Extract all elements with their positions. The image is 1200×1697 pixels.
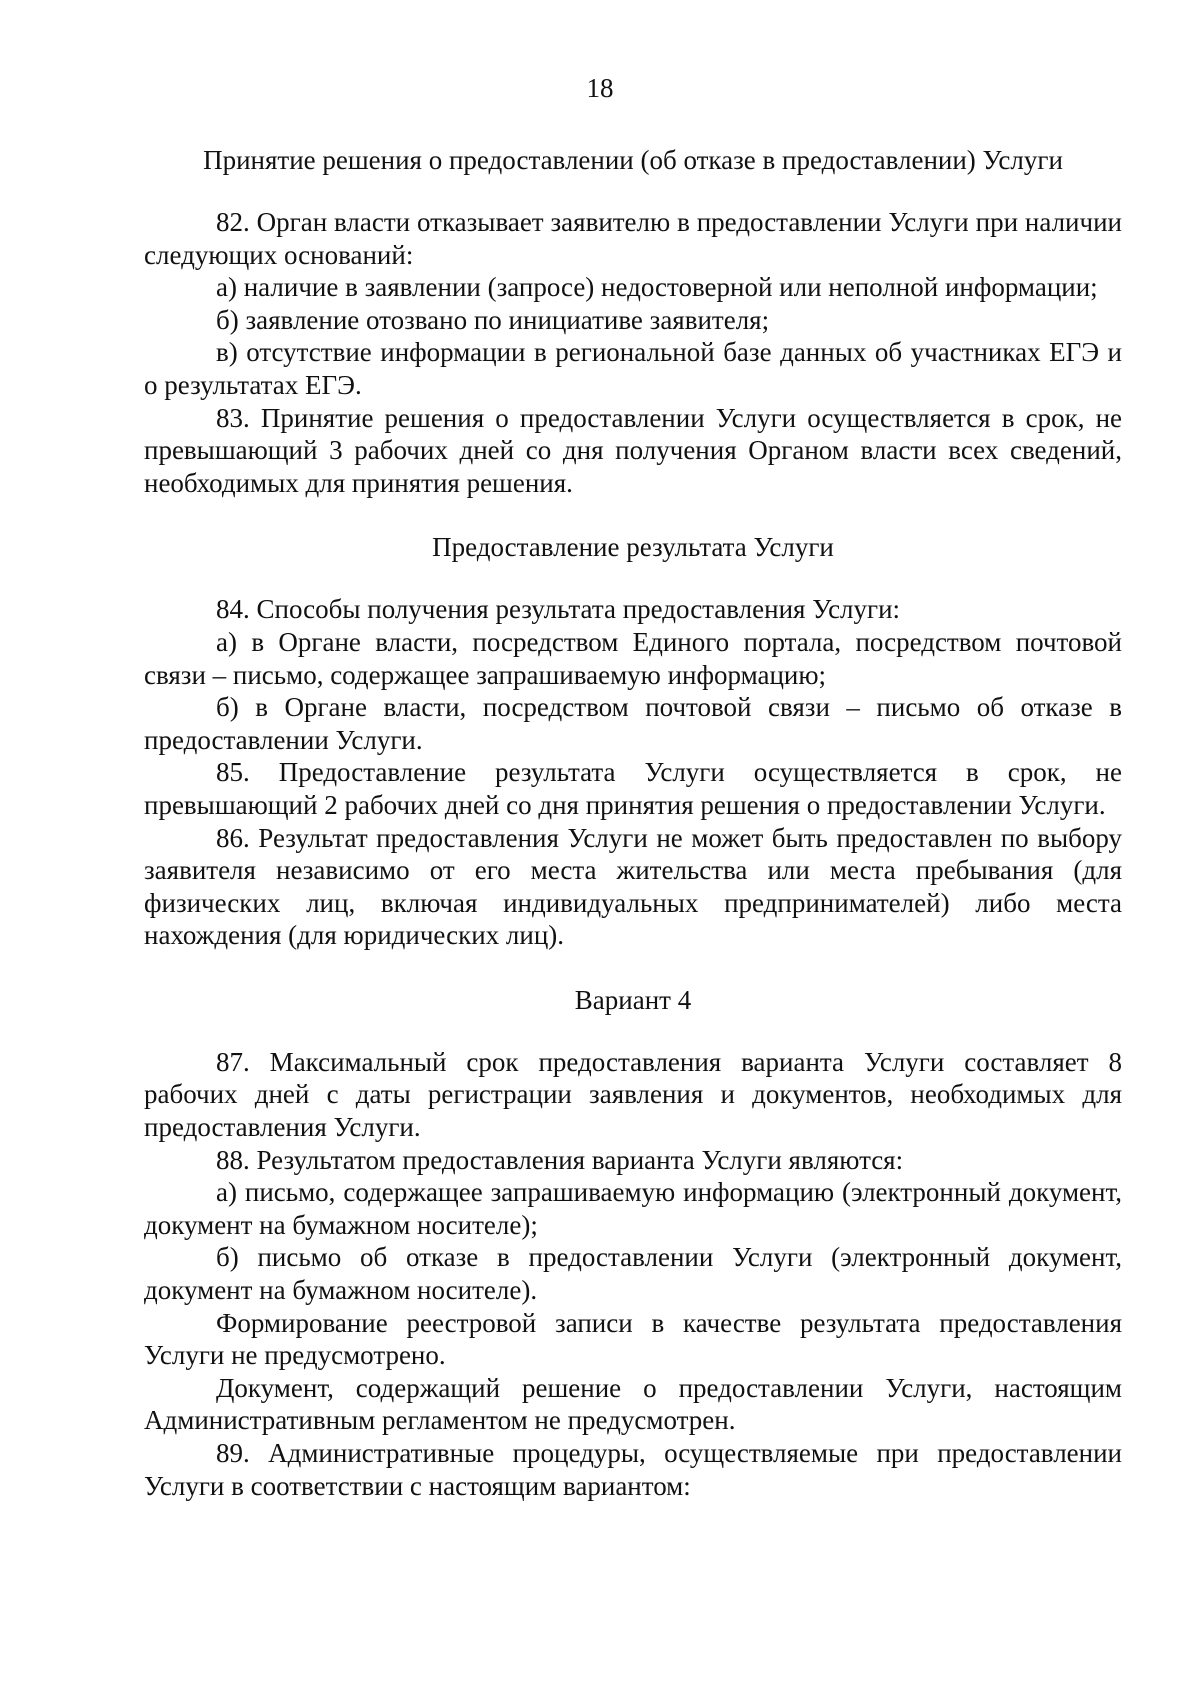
section-heading: Предоставление результата Услуги	[432, 532, 834, 563]
paragraph: Формирование реестровой записи в качестве результата предоставления Услуги не предусмотрено.	[144, 1307, 1122, 1371]
paragraph: а) письмо, содержащее запрашиваемую информацию (электронный документ, документ на бумажном носителе);	[144, 1177, 1122, 1240]
paragraph: б) в Органе власти, посредством почтовой связи – письмо об отказе в предоставлении Услуги.	[144, 692, 1122, 755]
section-heading: Принятие решения о предоставлении (об отказе в предоставлении) Услуги	[203, 145, 1063, 175]
document-body	[144, 144, 1122, 1502]
paragraph: 86. Результат предоставления Услуги не может быть предоставлен по выбору заявителя независимо от его места жительства или места пребывания (для физических лиц, включая индивидуальных предпринимателей) либо места нахождения (для юридических лиц).	[144, 822, 1122, 951]
paragraph: 85. Предоставление результата Услуги осуществляется в срок, не превышающий 2 рабочих дней со дня принятия решения о предоставлении Услуги.	[144, 757, 1122, 820]
paragraph: в) отсутствие информации в региональной базе данных об участниках ЕГЭ и о результатах ЕГЭ.	[144, 337, 1122, 400]
paragraph: б) письмо об отказе в предоставлении Услуги (электронный документ, документ на бумажном носителе).	[144, 1242, 1122, 1306]
paragraph: 84. Способы получения результата предоставления Услуги:	[216, 594, 901, 625]
paragraph: а) в Органе власти, посредством Единого портала, посредством почтовой связи – письмо, содержащее запрашиваемую информацию;	[144, 626, 1122, 690]
page-number: 18	[586, 73, 614, 103]
section-heading: Вариант 4	[574, 984, 692, 1015]
paragraph: 89. Административные процедуры, осуществляемые при предоставлении Услуги в соответствии с настоящим вариантом:	[144, 1438, 1122, 1501]
paragraph: 83. Принятие решения о предоставлении Услуги осуществляется в срок, не превышающий 3 рабочих дней со дня получения Органом власти всех сведений, необходимых для принятия решения.	[144, 402, 1122, 498]
paragraph: а) наличие в заявлении (запросе) недостоверной или неполной информации;	[216, 272, 1098, 303]
paragraph: 88. Результатом предоставления варианта Услуги являются:	[216, 1144, 904, 1175]
paragraph: Документ, содержащий решение о предоставлении Услуги, настоящим Административным регламентом не предусмотрен.	[144, 1372, 1122, 1436]
paragraph: 82. Орган власти отказывает заявителю в предоставлении Услуги при наличии следующих оснований:	[144, 207, 1122, 270]
paragraph: 87. Максимальный срок предоставления варианта Услуги составляет 8 рабочих дней с даты регистрации заявления и документов, необходимых для предоставления Услуги.	[144, 1046, 1122, 1143]
paragraph: б) заявление отозвано по инициативе заявителя;	[216, 304, 770, 335]
